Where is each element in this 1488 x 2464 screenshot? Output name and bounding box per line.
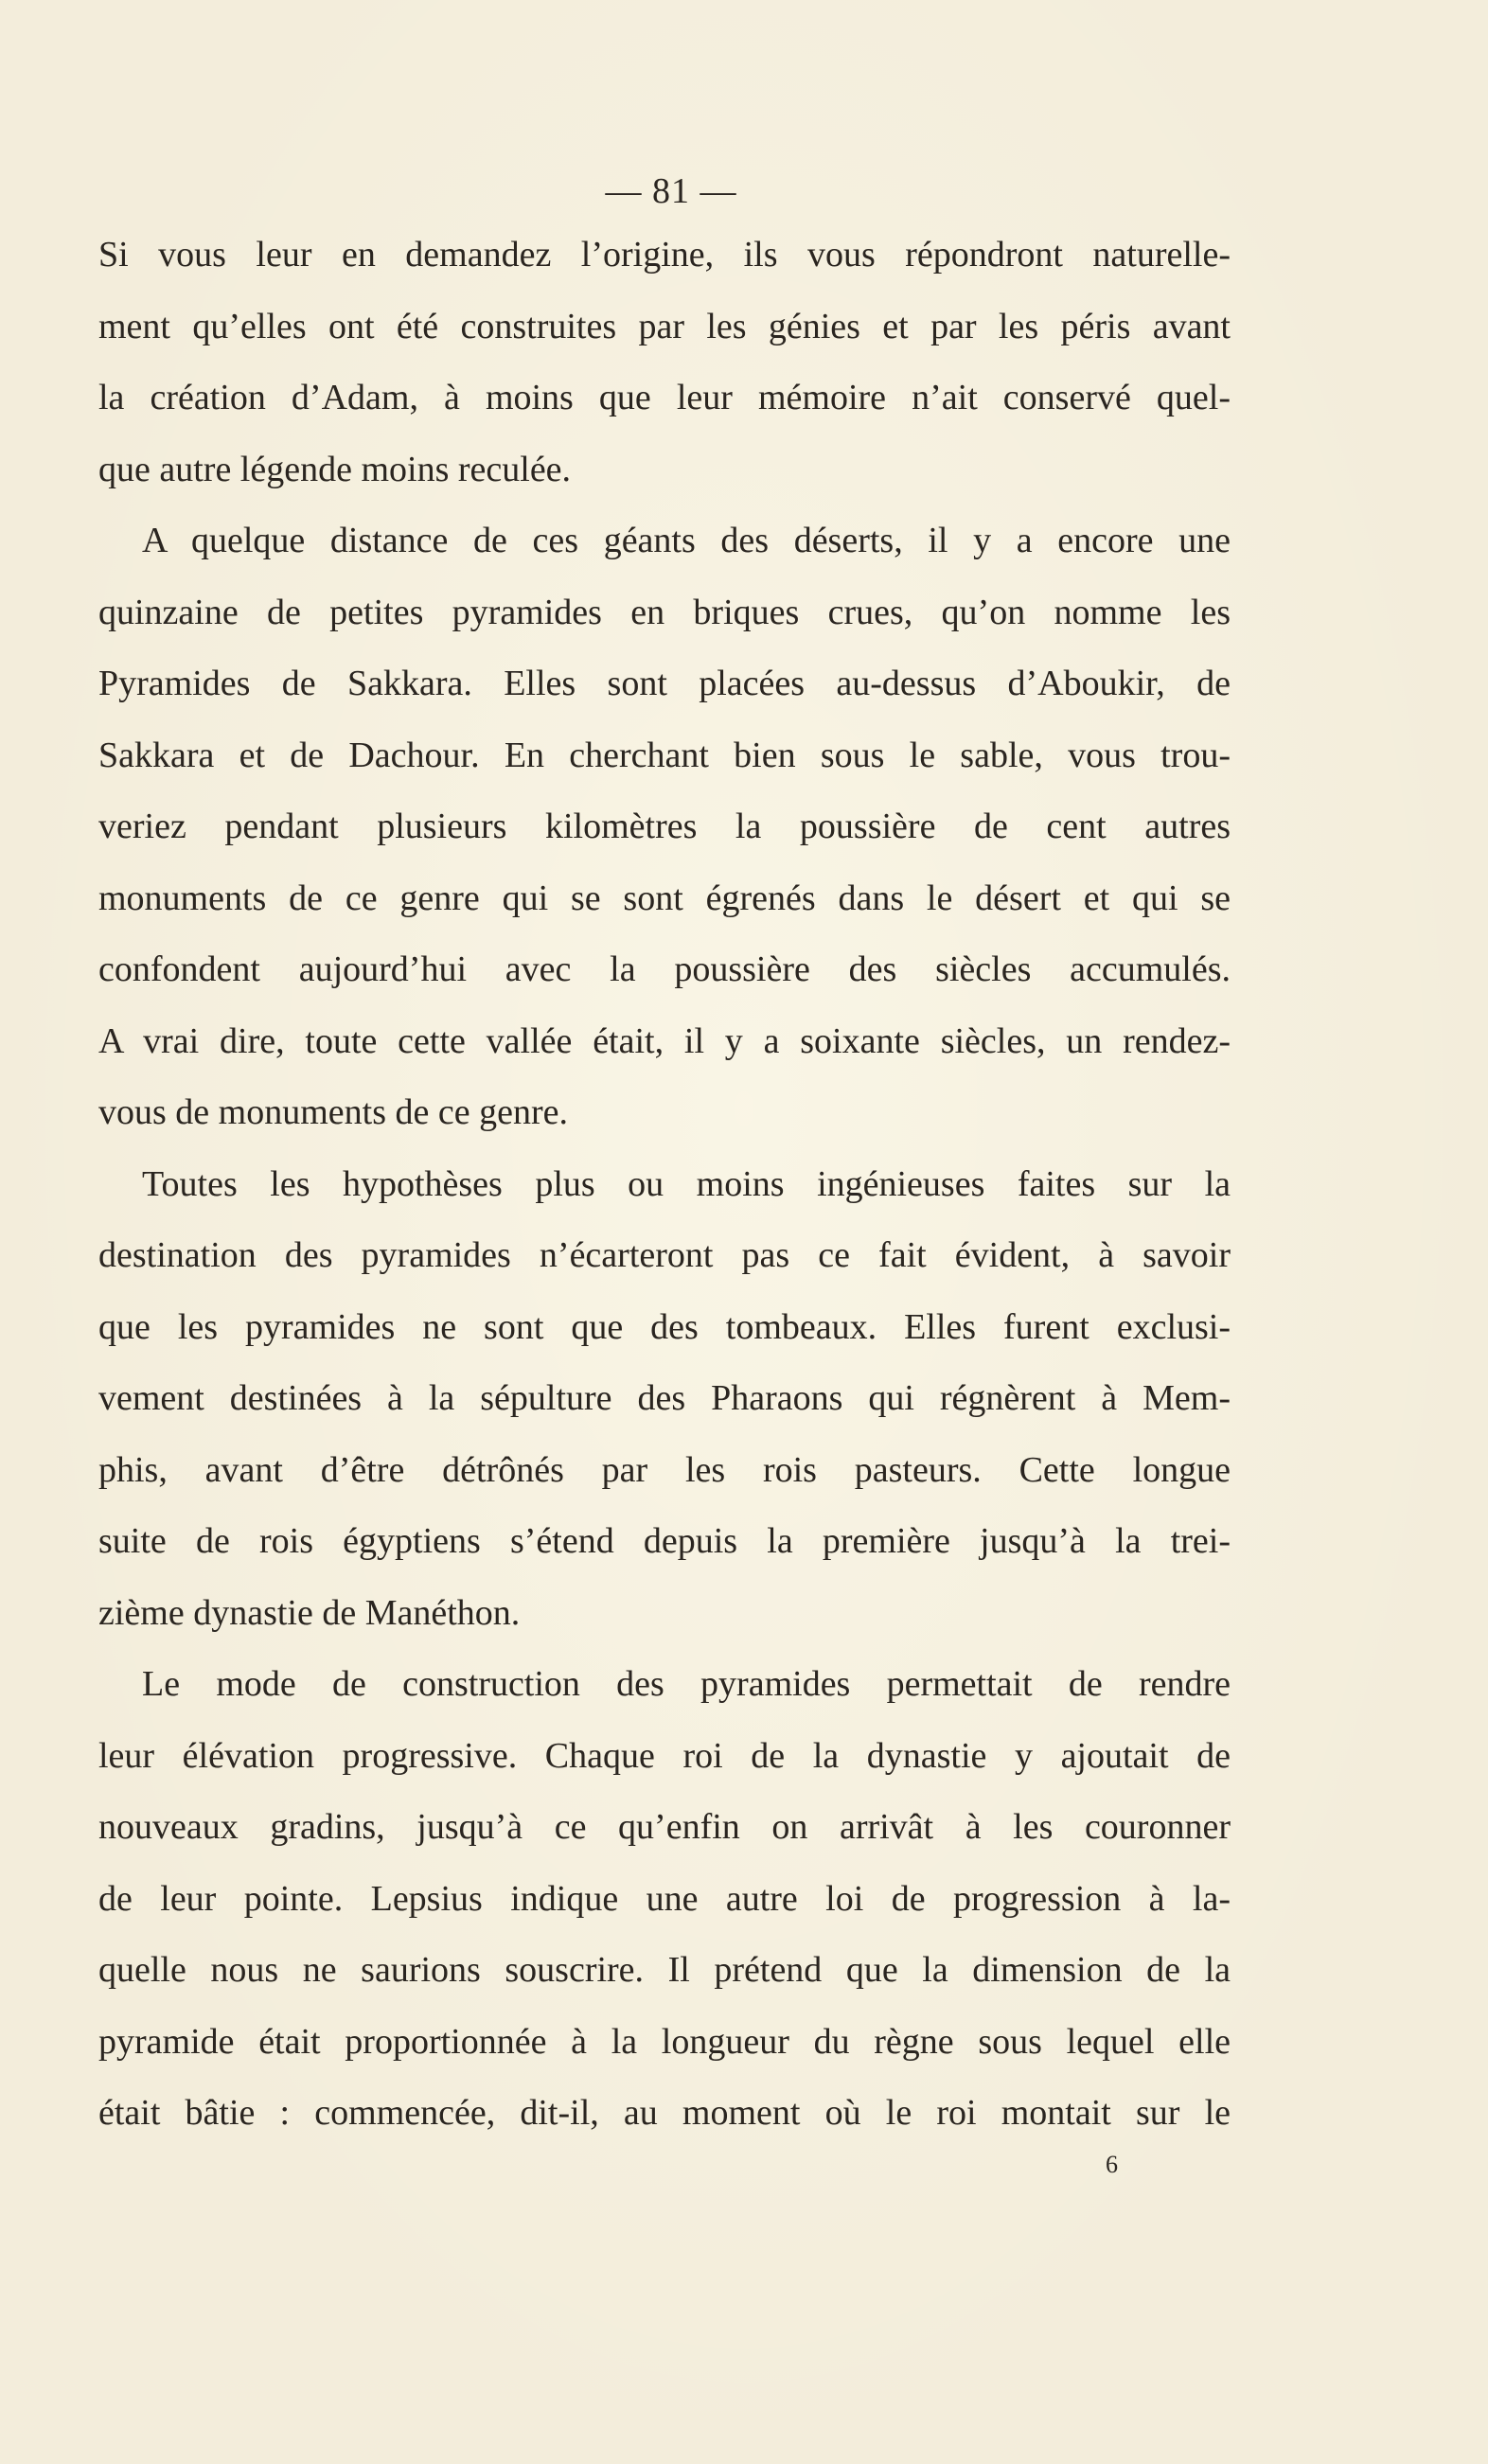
signature-mark: 6 <box>1106 2151 1118 2178</box>
text-line: confondent aujourd’hui avec la poussière des siècles accumulés. <box>98 949 1231 989</box>
page-number: — 81 — <box>605 171 737 211</box>
text-line: ment qu’elles ont été construites par les génies et par les péris avant <box>98 306 1231 346</box>
text-line: leur élévation progressive. Chaque roi de la dynastie y ajoutait de <box>98 1735 1231 1776</box>
text-line: vous de monuments de ce genre. <box>98 1092 568 1132</box>
text-line: monuments de ce genre qui se sont égrenés dans le désert et qui se <box>98 877 1231 918</box>
text-line: pyramide était proportionnée à la longueur du règne sous lequel elle <box>98 2021 1231 2062</box>
text-line: Pyramides de Sakkara. Elles sont placées au-dessus d’Aboukir, de <box>98 664 1231 703</box>
text-line: vement destinées à la sépulture des Pharaons qui régnèrent à Mem- <box>98 1378 1231 1418</box>
paragraph-2 <box>98 505 1231 1149</box>
text-line: destination des pyramides n’écarteront pas ce fait évident, à savoir <box>98 1235 1231 1275</box>
text-line: veriez pendant plusieurs kilomètres la poussière de cent autres <box>98 807 1231 846</box>
text-line: Le mode de construction des pyramides permettait de rendre <box>142 1664 1231 1704</box>
text-line: était bâtie : commencée, dit-il, au moment où le roi montait sur le <box>98 2093 1231 2133</box>
text-line: A vrai dire, toute cette vallée était, il y a soixante siècles, un rendez- <box>98 1020 1231 1061</box>
text-line: nouveaux gradins, jusqu’à ce qu’enfin on arrivât à les couronner <box>98 1807 1231 1847</box>
text-line: quinzaine de petites pyramides en briques crues, qu’on nomme les <box>98 592 1231 632</box>
body-text <box>98 220 1231 2150</box>
paragraph-4 <box>98 1649 1231 2150</box>
text-line: de leur pointe. Lepsius indique une autre loi de progression à la- <box>98 1878 1231 1919</box>
text-line: phis, avant d’être détrônés par les rois pasteurs. Cette longue <box>98 1449 1231 1490</box>
text-line: que autre légende moins reculée. <box>98 449 572 489</box>
text-line: que les pyramides ne sont que des tombeaux. Elles furent exclusi- <box>98 1306 1231 1347</box>
text-line: A quelque distance de ces géants des déserts, il y a encore une <box>142 521 1231 560</box>
text-line: zième dynastie de Manéthon. <box>98 1592 521 1633</box>
paragraph-1 <box>98 220 1231 505</box>
text-line: quelle nous ne saurions souscrire. Il prétend que la dimension de la <box>98 1950 1231 1990</box>
text-line: Sakkara et de Dachour. En cherchant bien sous le sable, vous trou- <box>98 735 1231 775</box>
text-line: suite de rois égyptiens s’étend depuis la première jusqu’à la trei- <box>98 1521 1231 1561</box>
text-line: Toutes les hypothèses plus ou moins ingénieuses faites sur la <box>142 1163 1231 1204</box>
paragraph-3 <box>98 1149 1231 1650</box>
text-line: la création d’Adam, à moins que leur mémoire n’ait conservé quel- <box>98 378 1231 417</box>
text-line: Si vous leur en demandez l’origine, ils vous répondront naturelle- <box>98 235 1231 275</box>
